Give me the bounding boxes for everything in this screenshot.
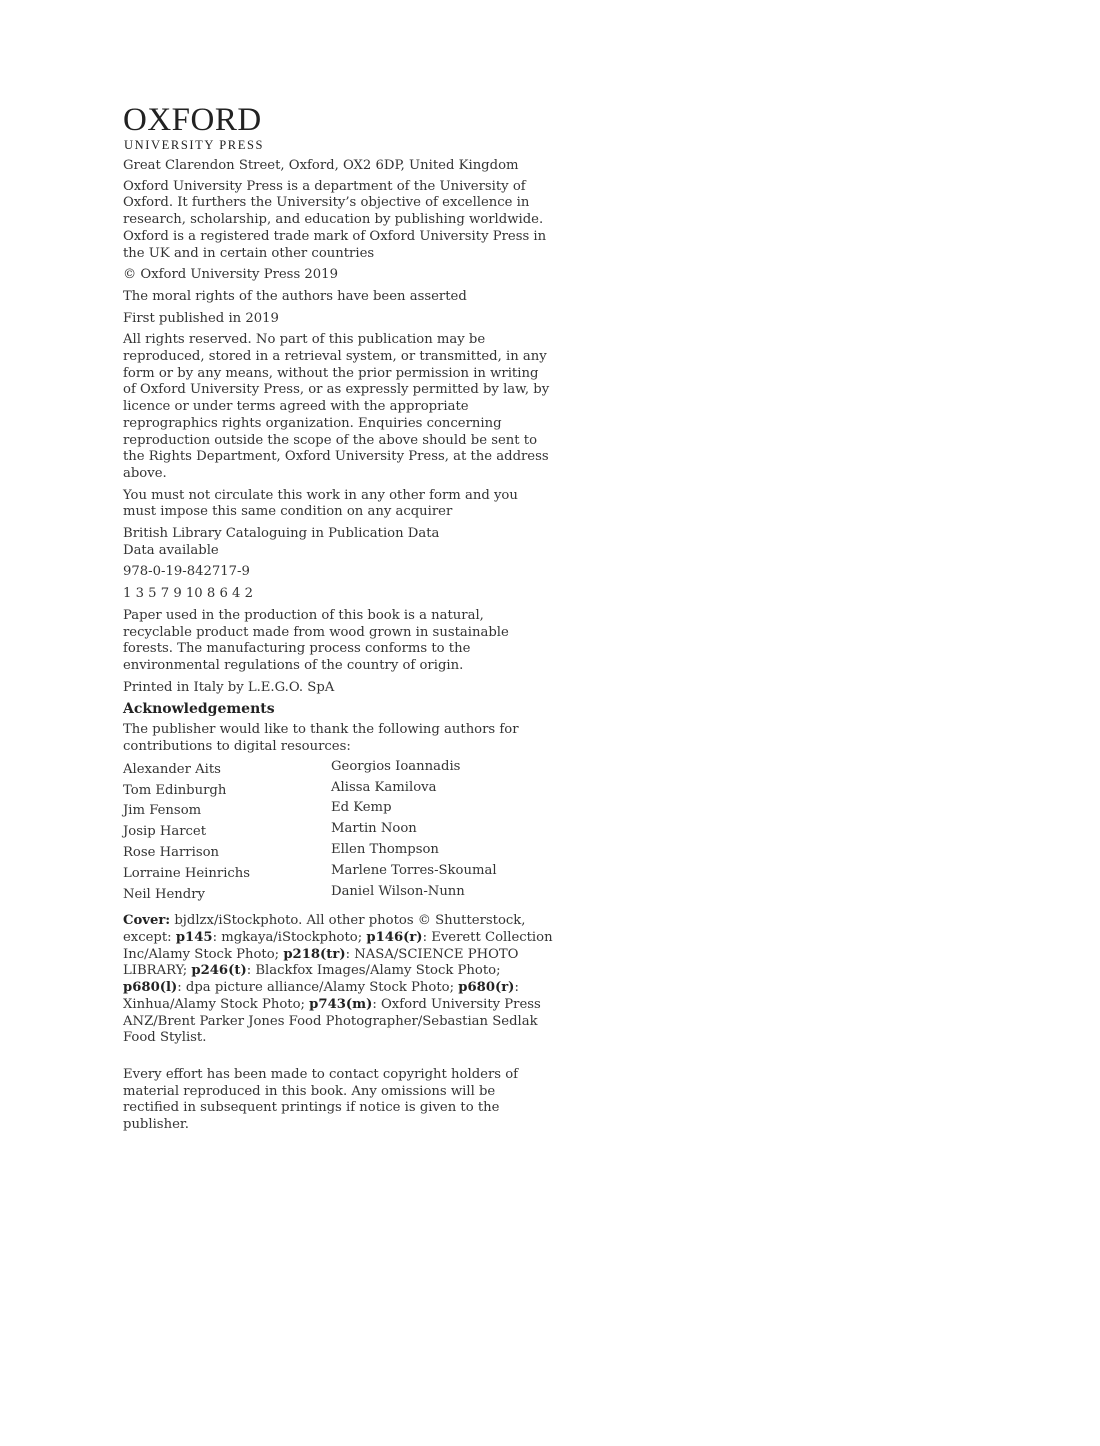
credit-page-ref: p218(tr) — [283, 946, 346, 962]
contributor-name: Lorraine Heinrichs — [123, 865, 251, 881]
publisher-about: Oxford University Press is a department of the University of Oxford. It furthers the University’s objective of excellence in research, scholarship, and education by publishing worldwide. Oxford is a registered trade mark of Oxford University Press in the UK and in certain other countries — [123, 178, 547, 261]
print-line: 1 3 5 7 9 10 8 6 4 2 — [123, 586, 254, 602]
contributor-name: Alissa Kamilova — [331, 779, 437, 795]
credit-page-ref: Cover: — [123, 913, 171, 929]
isbn: 978-0-19-842717-9 — [123, 564, 250, 580]
credit-text: : Blackfox Images/Alamy Stock Photo; — [246, 963, 501, 979]
contributors-left-column — [123, 760, 331, 906]
contributor-name: Martin Noon — [331, 821, 417, 837]
copyright-page — [123, 104, 553, 1138]
photo-credits — [123, 913, 553, 1047]
first-published: First published in 2019 — [123, 310, 279, 326]
acknowledgements-heading: Acknowledgements — [123, 701, 275, 718]
contributor-name: Daniel Wilson-Nunn — [331, 883, 465, 899]
credit-text: : mgkaya/iStockphoto; — [212, 930, 367, 946]
contributor-name: Rose Harrison — [123, 844, 220, 860]
rights-reserved: All rights reserved. No part of this publication may be reproduced, stored in a retrieval system, or transmitted, in any form or by any means, without the prior permission in writing of Oxford University Press, or as expressly permitted by law, by licence or under terms agreed with the appropriate reprographics rights organization. Enquiries concerning reproduction outside the scope of the above should be sent to the Rights Department, Oxford University Press, at the address above. — [123, 332, 550, 481]
credit-text: bjdlzx/iStockphoto. All other photos © Shutterstock, except: — [123, 913, 526, 946]
credit-text: : dpa picture alliance/Alamy Stock Photo; — [177, 980, 459, 996]
contributor-name: Neil Hendry — [123, 886, 205, 902]
credit-text: : NASA/SCIENCE PHOTO LIBRARY; — [123, 946, 519, 979]
contributor-name: Georgios Ioannadis — [331, 758, 461, 774]
contributors-right-column — [331, 757, 497, 906]
oup-logo-subtitle: UNIVERSITY PRESS — [124, 138, 265, 152]
cataloguing-line-1: British Library Cataloguing in Publication Data — [123, 526, 440, 542]
contributors-list — [123, 760, 553, 906]
publisher-address: Great Clarendon Street, Oxford, OX2 6DP, United Kingdom — [123, 158, 519, 173]
contributor-name: Ellen Thompson — [331, 841, 439, 857]
contributor-name: Marlene Torres-Skoumal — [331, 862, 497, 878]
contributor-name: Ed Kemp — [331, 800, 392, 816]
copyright-notice: © Oxford University Press 2019 — [123, 267, 338, 283]
circulation-notice: You must not circulate this work in any other form and you must impose this same condition on any acquirer — [123, 487, 518, 520]
credit-text: : Everett Collection Inc/Alamy Stock Photo; — [123, 930, 553, 962]
cataloguing-line-2: Data available — [123, 542, 219, 558]
effort-note: Every effort has been made to contact copyright holders of material reproduced in this book. Any omissions will be rectified in subsequent printings if notice is given to the publisher. — [123, 1067, 519, 1133]
credit-page-ref: p146(r) — [366, 930, 423, 946]
credit-page-ref: p680(l) — [123, 980, 178, 996]
paper-note: Paper used in the production of this book is a natural, recyclable product made from wood grown in sustainable forests. The manufacturing process conforms to the environmental regulations of the country of origin. — [123, 607, 509, 673]
credit-page-ref: p145 — [175, 930, 213, 946]
contributor-name: Alexander Aits — [123, 761, 221, 777]
credit-text: : Oxford University Press ANZ/Brent Parker Jones Food Photographer/Sebastian Sedlak Food Stylist. — [123, 996, 541, 1046]
credit-text: : Xinhua/Alamy Stock Photo; — [123, 980, 519, 1012]
contributor-name: Jim Fensom — [123, 803, 202, 819]
credit-page-ref: p246(t) — [191, 963, 247, 979]
credit-page-ref: p743(m) — [309, 996, 373, 1012]
credit-page-ref: p680(r) — [458, 980, 515, 996]
printed-in: Printed in Italy by L.E.G.O. SpA — [123, 679, 335, 695]
contributor-name: Tom Edinburgh — [123, 782, 227, 798]
acknowledgements-intro: The publisher would like to thank the following authors for contributions to digital resources: — [123, 722, 519, 755]
cataloguing-data — [123, 526, 553, 559]
oup-logo: OXFORD — [123, 102, 262, 138]
moral-rights: The moral rights of the authors have been asserted — [123, 288, 467, 304]
contributor-name: Josip Harcet — [123, 824, 207, 840]
